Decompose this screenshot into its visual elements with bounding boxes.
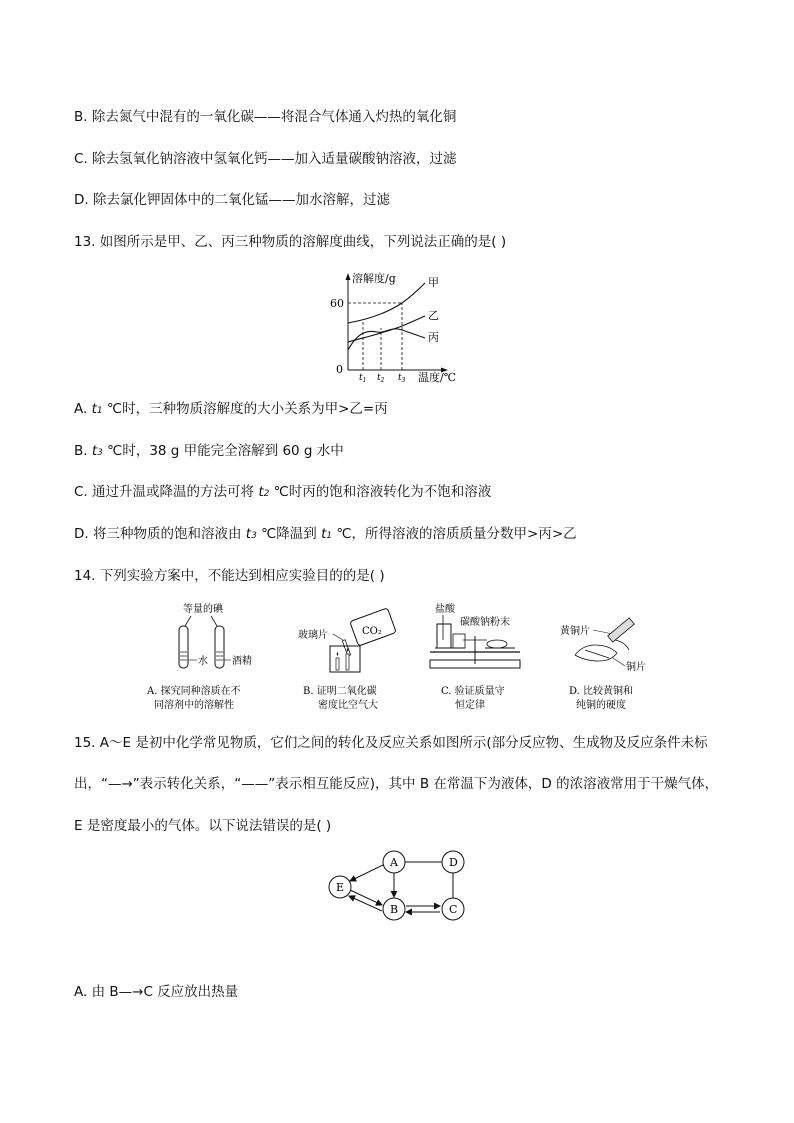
q12-option-c: C. 除去氢氧化钠溶液中氢氧化钙——加入适量碳酸钠溶液，过滤 — [74, 151, 457, 167]
curve-yi — [348, 316, 425, 342]
fig-c-acid-label: 盐酸 — [435, 604, 455, 615]
fig-a-top-label: 等量的碘 — [183, 604, 223, 615]
fig-a-caption-1: A. 探究同种溶质在不 — [147, 686, 241, 697]
fig-d-caption-1: D. 比较黄铜和 — [569, 686, 634, 697]
origin-label: 0 — [336, 363, 343, 376]
tick-t1: $t_1$ — [359, 373, 367, 384]
q13-option-a: A. t1 ℃时，三种物质溶解度的大小关系为甲>乙=丙 — [74, 401, 388, 417]
fig-d-caption-2: 纯铜的硬度 — [576, 700, 626, 711]
fig-a-alcohol-label: 酒精 — [232, 656, 252, 667]
figure-d-scratch — [560, 618, 646, 711]
q15-line-2: 出，“—→”表示转化关系，“——”表示相互能反应)，其中 B 在常温下为液体，D 的浓溶液常用于干燥气体， — [74, 776, 719, 792]
node-a-label: A — [390, 856, 398, 869]
reaction-relationship-diagram — [318, 845, 478, 925]
experiment-figures — [145, 600, 665, 715]
q13-stem: 13. 如图所示是甲、乙、丙三种物质的溶解度曲线，下列说法正确的是( ) — [74, 234, 507, 250]
fig-b-glass-label: 玻璃片 — [298, 630, 328, 641]
solubility-curve-graph — [325, 270, 475, 385]
node-e-label: E — [336, 881, 345, 894]
q15-line-3: E 是密度最小的气体。以下说法错误的是( ) — [74, 818, 332, 834]
q15-line-1: 15. A～E 是初中化学常见物质，它们之间的转化及反应关系如图所示(部分反应物、生成物及反应条件未标 — [74, 735, 708, 751]
q14-stem: 14. 下列实验方案中，不能达到相应实验目的的是( ) — [74, 568, 385, 584]
fig-c-powder-label: 碳酸钠粉末 — [460, 617, 510, 628]
q13-option-c: C. 通过升温或降温的方法可将 t2 ℃时丙的饱和溶液转化为不饱和溶液 — [74, 484, 492, 500]
figure-b-beaker — [298, 608, 396, 711]
label-bing: 丙 — [428, 331, 439, 344]
node-b-label: B — [390, 903, 399, 916]
q13-option-d: D. 将三种物质的饱和溶液由 t3 ℃降温到 t1 ℃，所得溶液的溶质质量分数甲>丙>乙 — [74, 526, 577, 542]
fig-a-caption-2: 同溶剂中的溶解性 — [154, 700, 234, 711]
fig-c-caption-2: 恒定律 — [455, 700, 485, 711]
fig-b-co2-label: CO₂ — [362, 626, 382, 637]
fig-d-copper-label: 铜片 — [626, 662, 646, 673]
q12-option-d: D. 除去氯化钾固体中的二氧化锰——加水溶解，过滤 — [74, 192, 390, 208]
label-yi: 乙 — [428, 309, 439, 322]
fig-a-water-label: 水 — [198, 656, 208, 667]
figure-c-balance — [430, 602, 520, 711]
x-axis-label: 温度/℃ — [418, 371, 457, 384]
node-c-label: C — [449, 903, 458, 916]
node-d-label: D — [449, 856, 458, 869]
q15-option-a: A. 由 B—→C 反应放出热量 — [74, 984, 239, 1000]
fig-c-caption-1: C. 验证质量守 — [441, 686, 505, 697]
label-jia: 甲 — [428, 276, 439, 289]
tick-t2: $t_2$ — [377, 373, 385, 384]
y-axis-label: 溶解度/g — [352, 272, 396, 285]
figure-a-test-tubes — [146, 602, 252, 711]
q13-option-b: B. t3 ℃时，38 g 甲能完全溶解到 60 g 水中 — [74, 443, 344, 459]
fig-b-caption-1: B. 证明二氧化碳 — [303, 686, 377, 697]
tick-t3: $t_3$ — [398, 373, 406, 384]
fig-d-brass-label: 黄铜片 — [560, 626, 590, 637]
q12-option-b: B. 除去氮气中混有的一氧化碳——将混合气体通入灼热的氧化铜 — [74, 109, 457, 125]
fig-b-caption-2: 密度比空气大 — [318, 700, 378, 711]
y-tick-60: 60 — [330, 297, 344, 310]
